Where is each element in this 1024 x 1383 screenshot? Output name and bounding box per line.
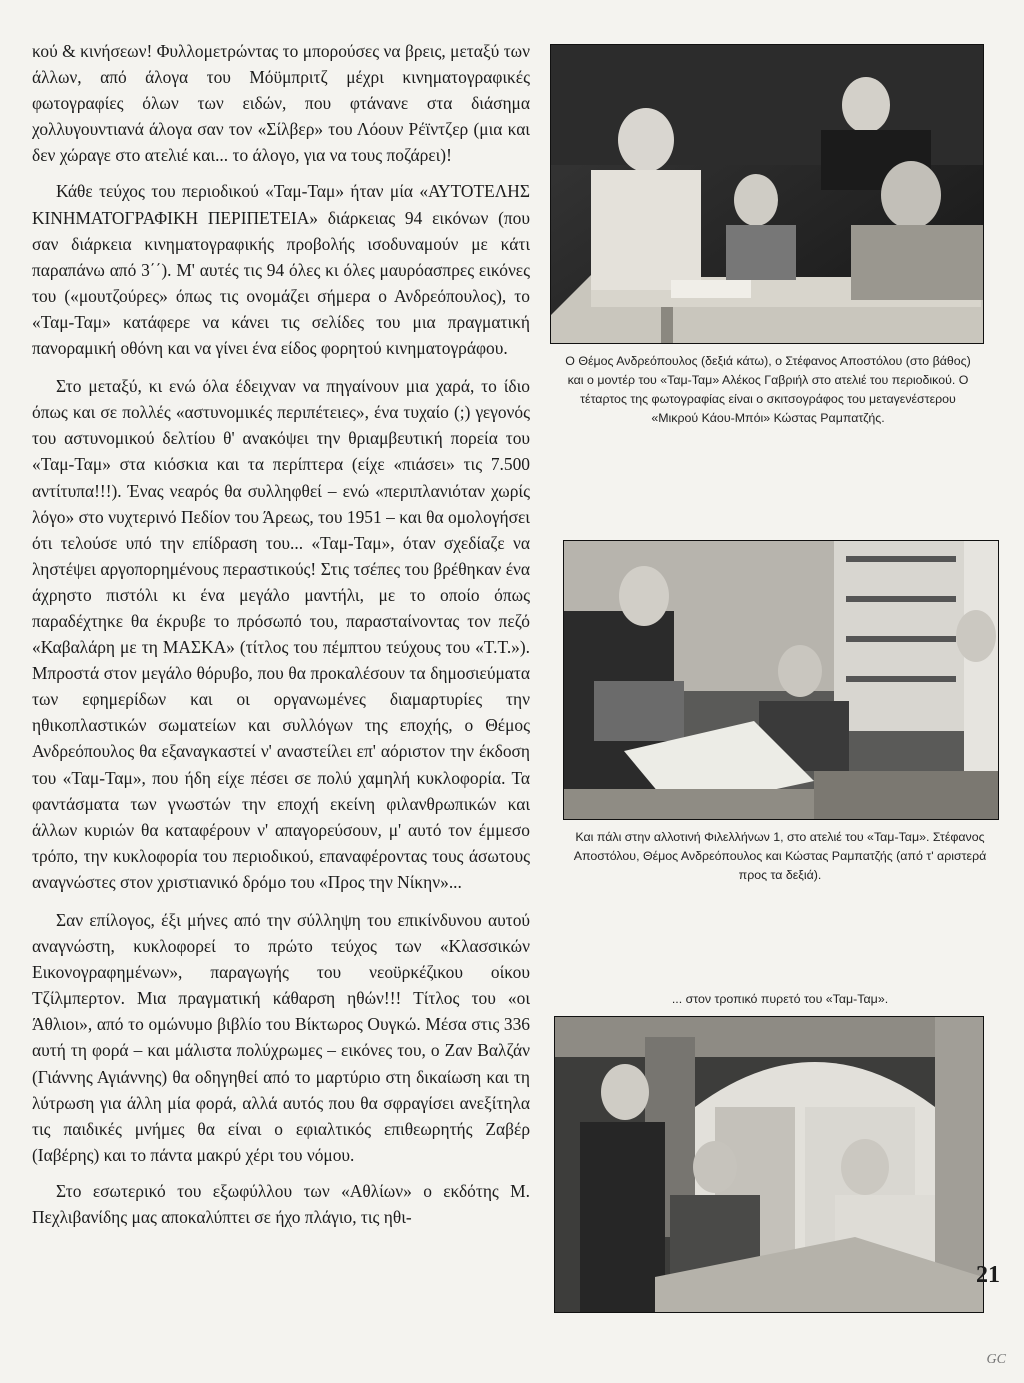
- article-paragraph-4: Σαν επίλογος, έξι μήνες από την σύλληψη του επικίνδυνου αυτού αναγνώστη, κυκλοφορεί το πρώτο τεύχος των «Κλασσικών Εικονογραφημένων», παραγωγής του νεοϋρκέζικου οίκου Τζίλμπερτον. Μια πραγματική κάθαρση ηθών!!! Τίτλος του «οι Άθλιοι», από το ομώνυμο βιβλίο του Βίκτωρος Ουγκώ. Μέσα στις 336 αυτή τη φορά – και μάλιστα πολύχρωμες – εικόνες του, ο Ζαν Βαλζάν (Γιάννης Αγιάννης) θα οδηγηθεί από το μαρτύριο στη δικαίωση και τη λύτρωση για άλλη μία φορά, αλλά αυτός που θα σφραγίσει ανεξίτηλα τις παιδικές μνήμες θα είναι ο εφιαλτικός επιθεωρητής Ζαβέρ (Ιαβέρης) και το πάντα μακρύ χέρι του νόμου.: [32, 910, 530, 1165]
- scanner-signature: GC: [986, 1352, 1006, 1367]
- article-paragraph-3: Στο μεταξύ, κι ενώ όλα έδειχναν να πηγαίνουν μια χαρά, το ίδιο όπως και σε πολλές «αστυνομικές περιπέτειες», ένα τυχαίο (;) γεγονός του αστυνομικού δελτίου θ' ανακόψει την θριαμβευτική πορεία του «Ταμ-Ταμ» στα κιόσκια και τα περίπτερα (είχε «πιάσει» τις 7.500 αντίτυπα!!!). Ένας νεαρός θα συλληφθεί – ενώ «περιπλανιόταν χωρίς λόγο» στο νυχτερινό Πεδίον του Άρεως, του 1951 – και θα ομολογήσει ότι τελούσε υπό την επίδραση του... «Ταμ-Ταμ», όταν σχεδίαζε να ληστέψει αργοπορημένους περαστικούς! Στις τσέπες του βρέθηκαν ένα άχρηστο πιστόλι κι ένα μεγάλο μαντήλι, με το οποίο όπως παραδέχτηκε θα έκρυβε το πρόσωπό του, παρασταίνοντας τον πεζό «Καβαλάρη με τη ΜΑΣΚΑ» (τίτλος του πέμπτου τεύχους του «Τ.Τ.»). Μπροστά στον μεγάλο θόρυβο, που θα προκαλέσουν τα δημοσιεύματα των εφημερίδων και οι οργανωμένες διαμαρτυρίες την ηθικοπλαστικών σωματείων και συλλόγων της εποχής, ο Θέμος Ανδρεόπουλος θα εξαναγκαστεί ν' αναστείλει επ' αόριστον την έκδοση του «Ταμ-Ταμ», που ήδη είχε πέσει σε πολύ χαμηλή κυκλοφορία. Τα φαντάσματα των γνωστών την εποχή εκείνη φιλανθρωπικών και άλλων κυριών θα καταφέρουν ν' απαγορεύσουν, μ' αυτό τον έμμεσο τρόπο, την κυκλοφορία του περιοδικού, επαναφέροντας τους άσωτους αναγνώστες στον χριστιανικό δρόμο του «Προς την Νίκην»...: [32, 376, 530, 892]
- studio-photo-2: [563, 540, 999, 820]
- photo-2-caption: Και πάλι στην αλλοτινή Φιλελλήνων 1, στο ατελιέ του «Ταμ-Ταμ». Στέφανος Αποστόλου, Θέμος Ανδρεόπουλος και Κώστας Ραμπατζής (από τ' αριστερά προς τα δεξιά).: [573, 830, 987, 882]
- studio-photo-3: [554, 1016, 984, 1313]
- studio-photo-2-image: [564, 541, 998, 819]
- article-column: [32, 38, 530, 1240]
- page-number: 21: [976, 1262, 1000, 1288]
- studio-photo-1-image: [551, 45, 983, 343]
- photo-3-caption: ... στον τροπικό πυρετό του «Ταμ-Ταμ».: [671, 992, 889, 1006]
- article-paragraph-2: Κάθε τεύχος του περιοδικού «Ταμ-Ταμ» ήταν μία «ΑΥΤΟΤΕΛΗΣ ΚΙΝΗΜΑΤΟΓΡΑΦΙΚΗ ΠΕΡΙΠΕΤΕΙΑ» διάρκειας 94 εικόνων (που σαν διάρκεια κινηματογραφικής προβολής ισοδυναμούν με κάτι παραπάνω από 3΄΄). Μ' αυτές τις 94 όλες κι όλες μαυρόασπρες εικόνες του («μουτζούρες» όπως τις ονομάζει σήμερα ο Ανδρεόπουλος), το «Ταμ-Ταμ» κατάφερε να κάνει τις σελίδες του μια πραγματική πανοραμική οθόνη και να γίνει ένα είδος φορητού κινηματογράφου.: [32, 181, 530, 359]
- article-paragraph-1: κού & κινήσεων! Φυλλομετρώντας το μπορούσες να βρεις, μεταξύ των άλλων, από άλογα του Μόϋμπριτζ μέχρι κινηματογραφικές φωτογραφίες όλων των ειδών, που φτάνανε στα διάσημα χολλυγουντιανά άλογα σαν τον «Σίλβερ» του Λόουν Ρέϊντζερ (μια και δεν χώραγε στο ατελιέ και... το άλογο, για να τους ποζάρει)!: [32, 41, 530, 166]
- photo-1-caption: Ο Θέμος Ανδρεόπουλος (δεξιά κάτω), ο Στέφανος Αποστόλου (στο βάθος) και ο μοντέρ του «Ταμ-Ταμ» Αλέκος Γαβριήλ στο ατελιέ του περιοδικού. Ο τέταρτος της φωτογραφίας είναι ο σκιτσογράφος του μεταγενέστερου «Μικρού Κάου-Μπόι» Κώστας Ραμπατζής.: [565, 354, 971, 425]
- studio-photo-3-image: [555, 1017, 983, 1312]
- article-paragraph-5: Στο εσωτερικό του εξωφύλλου των «Αθλίων» ο εκδότης Μ. Πεχλιβανίδης μας αποκαλύπτει σε ήχο πλάγιο, τις ηθι-: [32, 1180, 530, 1228]
- studio-photo-1: [550, 44, 984, 344]
